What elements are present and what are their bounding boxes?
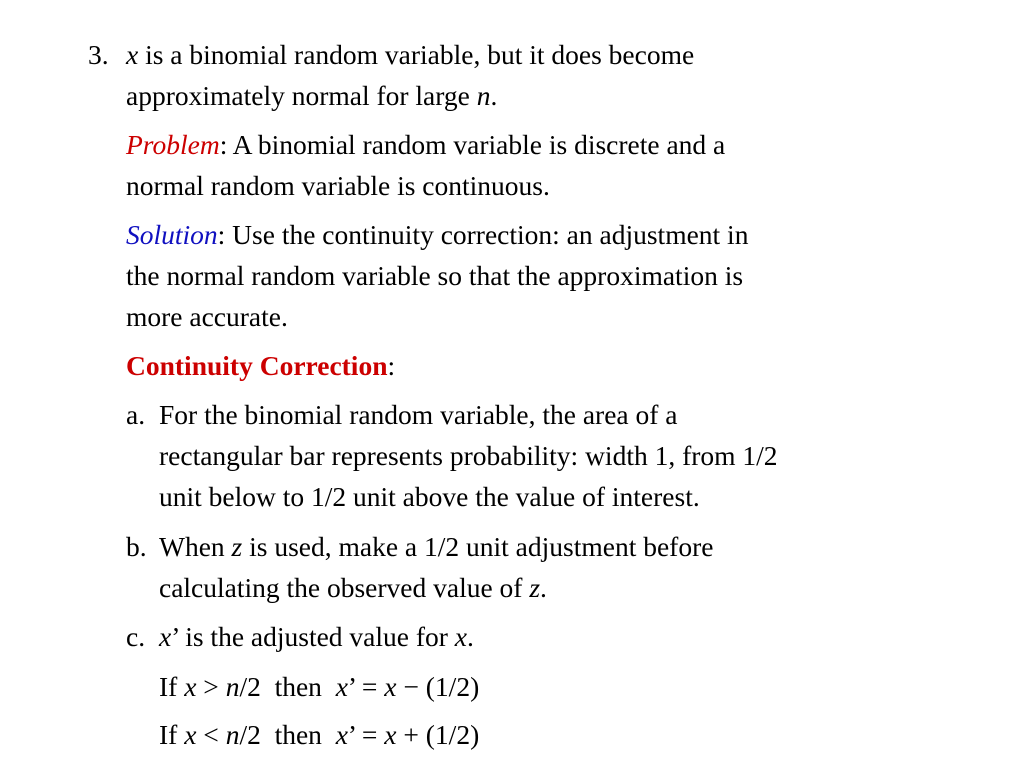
item-b-line-1-pre: When xyxy=(159,531,232,562)
variable-z: z xyxy=(529,572,541,603)
solution-line-3: more accurate. xyxy=(126,301,288,332)
problem-line-1-text: : A binomial random variable is discrete and a xyxy=(219,129,726,160)
item-b-line-2 xyxy=(159,567,713,608)
rule-1-equals: ’ = xyxy=(347,671,385,702)
variable-x: x xyxy=(335,719,348,750)
item-b-marker: b. xyxy=(126,531,147,562)
item-b-line-1-post: is used, make a 1/2 unit adjustment before xyxy=(242,531,714,562)
variable-n: n xyxy=(225,719,240,750)
variable-x: x xyxy=(184,671,197,702)
solution-label: Solution xyxy=(126,219,218,250)
variable-x: x xyxy=(384,671,397,702)
rule-2-operator: < xyxy=(196,719,226,750)
continuity-heading-text: Continuity Correction xyxy=(126,350,388,381)
variable-x: x xyxy=(335,671,348,702)
problem-paragraph xyxy=(126,124,725,206)
item-b-line-2-pre: calculating the observed value of xyxy=(159,572,530,603)
item-a-marker: a. xyxy=(126,399,146,430)
variable-x: x xyxy=(184,719,197,750)
item-c-text-1: ’ is the adjusted value for xyxy=(171,621,455,652)
item-a-text xyxy=(159,394,778,517)
variable-n: n xyxy=(476,80,491,111)
continuity-heading-colon: : xyxy=(387,350,396,381)
rule-2-tail: + (1/2) xyxy=(396,719,480,750)
variable-x: x xyxy=(159,621,172,652)
solution-line-1-text: : Use the continuity correction: an adjustment in xyxy=(217,219,749,250)
rule-1-operator: > xyxy=(196,671,226,702)
rule-2-if: If xyxy=(159,719,185,750)
variable-x: x xyxy=(454,621,468,652)
solution-line-2: the normal random variable so that the approximation is xyxy=(126,260,744,291)
solution-paragraph xyxy=(126,214,748,337)
item-3-line-2-end: . xyxy=(490,80,498,111)
rule-2-equals: ’ = xyxy=(347,719,385,750)
item-a-line-1: For the binomial random variable, the area of a xyxy=(159,399,678,430)
solution-line-1 xyxy=(126,214,748,255)
item-3-line-2-text: approximately normal for large xyxy=(126,80,477,111)
problem-line-2: normal random variable is continuous. xyxy=(126,170,550,201)
item-b-line-1 xyxy=(159,526,713,567)
item-number: 3. xyxy=(88,39,109,70)
variable-x: x xyxy=(384,719,397,750)
rule-greater-than xyxy=(159,666,479,707)
item-a-line-2: rectangular bar represents probability: width 1, from 1/2 xyxy=(159,440,778,471)
rule-1-if: If xyxy=(159,671,185,702)
item-a-line-3: unit below to 1/2 unit above the value of interest. xyxy=(159,481,700,512)
variable-z: z xyxy=(231,531,243,562)
rule-1-tail: − (1/2) xyxy=(396,671,480,702)
item-3-line-2 xyxy=(126,75,694,116)
item-3-line-1-text: is a binomial random variable, but it does become xyxy=(138,39,695,70)
problem-line-1 xyxy=(126,124,725,165)
item-c-marker: c. xyxy=(126,621,146,652)
variable-n: n xyxy=(225,671,240,702)
variable-x: x xyxy=(126,39,139,70)
rule-1-half-then: /2 then xyxy=(239,671,336,702)
item-b-line-2-post: . xyxy=(540,572,547,603)
item-3-text xyxy=(126,34,694,116)
item-3-line-1 xyxy=(126,34,694,75)
rule-less-than xyxy=(159,714,479,755)
item-c-text xyxy=(159,616,474,657)
problem-label: Problem xyxy=(126,129,220,160)
item-c-text-2: . xyxy=(467,621,474,652)
continuity-heading xyxy=(126,345,395,386)
rule-2-half-then: /2 then xyxy=(239,719,336,750)
item-b-text xyxy=(159,526,713,608)
